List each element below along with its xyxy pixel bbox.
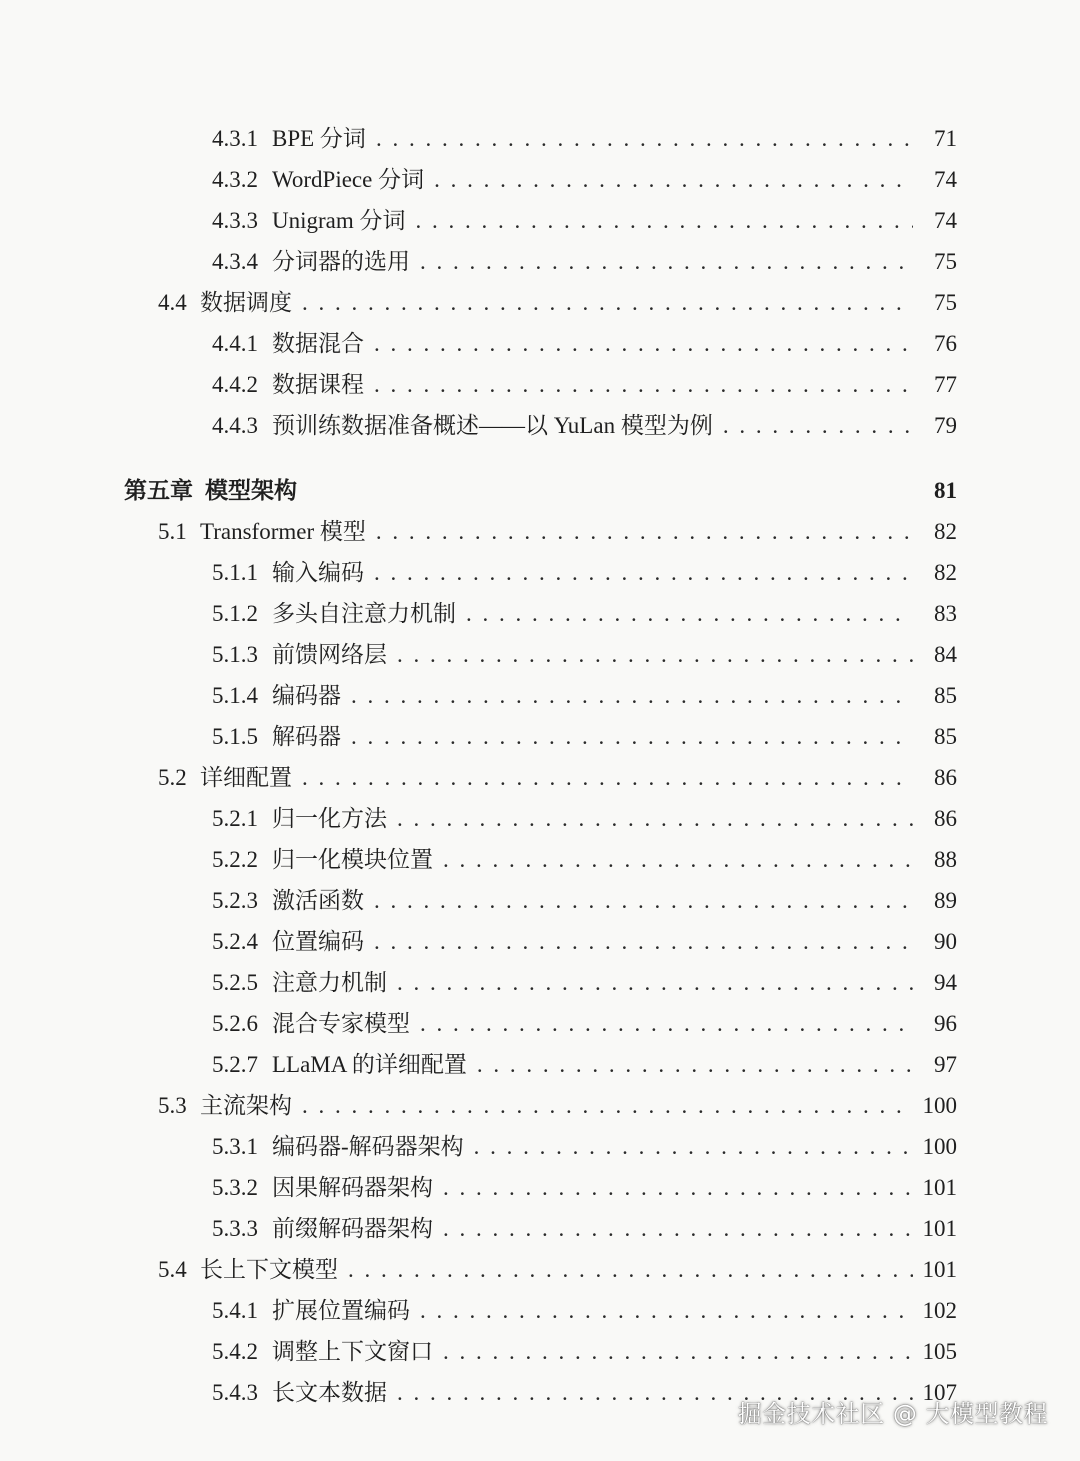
toc-entry-number: 4.4 [158, 290, 187, 315]
toc-entry-number: 5.4.2 [212, 1339, 258, 1364]
dot-leader [474, 1127, 913, 1167]
toc-entry[interactable] [212, 635, 957, 675]
toc-entry-title: 编码器 [272, 683, 341, 708]
toc-entry-page: 96 [934, 1011, 957, 1036]
toc-entry[interactable] [212, 717, 957, 757]
dot-leader [302, 1086, 913, 1126]
toc-entry-number: 4.4.1 [212, 331, 258, 356]
toc-entry-title: Transformer 模型 [200, 519, 366, 544]
dot-leader [302, 758, 913, 798]
toc-entry-number: 5.2.5 [212, 970, 258, 995]
toc-entry[interactable] [212, 881, 957, 921]
toc-entry-title: LLaMA 的详细配置 [272, 1052, 467, 1077]
toc-entry-number: 5.1 [158, 519, 187, 544]
toc-entry-page: 100 [922, 1093, 957, 1118]
toc-entry-title: 数据调度 [200, 290, 292, 315]
toc-entry[interactable] [212, 1004, 957, 1044]
toc-entry[interactable] [212, 242, 957, 282]
toc-entry[interactable] [212, 1332, 957, 1372]
dot-leader [477, 1045, 913, 1085]
toc-entry-number: 4.3.3 [212, 208, 258, 233]
toc-entry[interactable] [158, 283, 957, 323]
toc-entry-number: 5.1.3 [212, 642, 258, 667]
toc-entry-page: 107 [922, 1380, 957, 1405]
toc-entry[interactable] [212, 406, 957, 446]
toc-entry[interactable] [212, 119, 957, 159]
toc-entry-page: 89 [934, 888, 957, 913]
toc-entry-page: 83 [934, 601, 957, 626]
toc-entry[interactable] [212, 201, 957, 241]
toc-entry[interactable] [158, 1086, 957, 1126]
toc-entry-title: 分词器的选用 [272, 249, 410, 274]
dot-leader [443, 1168, 913, 1208]
watermark: 掘金技术社区 @ 大模型教程 [737, 1400, 1048, 1428]
toc-entry-page: 85 [934, 724, 957, 749]
toc-entry-number: 5.4.1 [212, 1298, 258, 1323]
chapter-page: 81 [934, 478, 957, 503]
toc-entry[interactable] [212, 1209, 957, 1249]
toc-entry-page: 97 [934, 1052, 957, 1077]
toc-entry[interactable] [212, 1291, 957, 1331]
dot-leader [374, 365, 913, 405]
chapter-title: 模型架构 [205, 478, 297, 503]
dot-leader [374, 922, 913, 962]
dot-leader [348, 1250, 913, 1290]
toc-entry-page: 74 [934, 167, 957, 192]
toc-entry-page: 86 [934, 765, 957, 790]
dot-leader [723, 406, 913, 446]
toc-entry-number: 5.3.1 [212, 1134, 258, 1159]
toc-entry-page: 85 [934, 683, 957, 708]
toc-entry-title: 位置编码 [272, 929, 364, 954]
toc-entry-number: 5.1.2 [212, 601, 258, 626]
toc-entry[interactable] [212, 365, 957, 405]
dot-leader [376, 512, 913, 552]
toc-entry-number: 5.2.7 [212, 1052, 258, 1077]
toc-entry[interactable] [212, 553, 957, 593]
dot-leader [374, 324, 913, 364]
toc-entry-number: 5.2.6 [212, 1011, 258, 1036]
toc-entry-title: 调整上下文窗口 [272, 1339, 433, 1364]
toc-entry-title: WordPiece 分词 [272, 167, 425, 192]
toc-entry-page: 82 [934, 560, 957, 585]
toc-entry-title: 长上下文模型 [200, 1257, 338, 1282]
dot-leader [351, 717, 913, 757]
toc-entry-title: 编码器-解码器架构 [272, 1134, 464, 1159]
chapter-number: 第五章 [124, 478, 193, 503]
toc-entry-number: 4.3.2 [212, 167, 258, 192]
toc-entry[interactable] [212, 676, 957, 716]
toc-entry-page: 77 [934, 372, 957, 397]
dot-leader [420, 1291, 913, 1331]
toc-entry-title: 数据课程 [272, 372, 364, 397]
toc-entry-title: 混合专家模型 [272, 1011, 410, 1036]
toc-entry-number: 5.3 [158, 1093, 187, 1118]
dot-leader [397, 963, 913, 1003]
toc-entry-title: BPE 分词 [272, 126, 366, 151]
toc-entry-number: 5.2.3 [212, 888, 258, 913]
toc-entry-title: 主流架构 [200, 1093, 292, 1118]
dot-leader [376, 119, 913, 159]
toc-entry[interactable] [212, 963, 957, 1003]
toc-entry-number: 5.2 [158, 765, 187, 790]
toc-entry-number: 4.4.3 [212, 413, 258, 438]
toc-entry[interactable] [212, 160, 957, 200]
dot-leader [351, 676, 913, 716]
toc-entry-title: 归一化方法 [272, 806, 387, 831]
toc-entry-number: 5.1.5 [212, 724, 258, 749]
toc-entry-title: 因果解码器架构 [272, 1175, 433, 1200]
dot-leader [302, 283, 913, 323]
toc-entry[interactable] [212, 922, 957, 962]
toc-entry[interactable] [158, 758, 957, 798]
toc-entry-number: 5.2.4 [212, 929, 258, 954]
toc-entry-title: 前缀解码器架构 [272, 1216, 433, 1241]
toc-entry-page: 101 [922, 1175, 957, 1200]
toc-entry-title: 归一化模块位置 [272, 847, 433, 872]
toc-entry-page: 86 [934, 806, 957, 831]
toc-entry-page: 79 [934, 413, 957, 438]
toc-entry-title: 数据混合 [272, 331, 364, 356]
dot-leader [420, 1004, 913, 1044]
dot-leader [443, 1332, 913, 1372]
toc-entry-page: 102 [922, 1298, 957, 1323]
toc-entry-number: 5.4 [158, 1257, 187, 1282]
dot-leader [420, 242, 913, 282]
toc-entry[interactable] [212, 840, 957, 880]
toc-entry-page: 88 [934, 847, 957, 872]
toc-entry-page: 71 [934, 126, 957, 151]
dot-leader [434, 160, 913, 200]
toc-entry-page: 94 [934, 970, 957, 995]
toc-entry-page: 84 [934, 642, 957, 667]
toc-entry-number: 5.3.2 [212, 1175, 258, 1200]
toc-entry-title: 扩展位置编码 [272, 1298, 410, 1323]
toc-entry-title: 详细配置 [200, 765, 292, 790]
toc-entry-number: 5.1.1 [212, 560, 258, 585]
toc-entry-number: 4.4.2 [212, 372, 258, 397]
dot-leader [443, 1209, 913, 1249]
toc-entry-title: 注意力机制 [272, 970, 387, 995]
toc-entry-page: 101 [922, 1257, 957, 1282]
toc-chapter-entry[interactable] [124, 471, 957, 511]
toc-entry-title: 预训练数据准备概述——以 YuLan 模型为例 [272, 413, 713, 438]
toc-entry[interactable] [212, 799, 957, 839]
dot-leader [466, 594, 913, 634]
dot-leader [397, 635, 913, 675]
dot-leader [374, 553, 913, 593]
toc-entry-page: 101 [922, 1216, 957, 1241]
toc-entry-title: 解码器 [272, 724, 341, 749]
toc-entry-page: 76 [934, 331, 957, 356]
toc-entry-title: 激活函数 [272, 888, 364, 913]
toc-entry-page: 75 [934, 249, 957, 274]
toc-entry-page: 75 [934, 290, 957, 315]
toc-entry-title: 前馈网络层 [272, 642, 387, 667]
toc-entry[interactable] [158, 512, 957, 552]
dot-leader [443, 840, 913, 880]
toc-entry-page: 90 [934, 929, 957, 954]
toc-entry-title: 输入编码 [272, 560, 364, 585]
toc-entry[interactable] [212, 594, 957, 634]
toc-entry-number: 5.1.4 [212, 683, 258, 708]
toc-entry-title: 多头自注意力机制 [272, 601, 456, 626]
toc-entry-number: 5.2.2 [212, 847, 258, 872]
toc-entry[interactable] [158, 1250, 957, 1290]
toc-entry[interactable] [212, 324, 957, 364]
toc-entry-title: 长文本数据 [272, 1380, 387, 1405]
toc-entry-number: 5.4.3 [212, 1380, 258, 1405]
toc-entry-number: 4.3.1 [212, 126, 258, 151]
toc-entry-page: 82 [934, 519, 957, 544]
toc-entry-number: 5.2.1 [212, 806, 258, 831]
toc-entry-number: 4.3.4 [212, 249, 258, 274]
toc-entry-title: Unigram 分词 [272, 208, 406, 233]
toc-entry-page: 100 [922, 1134, 957, 1159]
toc-entry[interactable] [212, 1127, 957, 1167]
dot-leader [397, 799, 913, 839]
toc-entry-page: 105 [922, 1339, 957, 1364]
toc-entry-number: 5.3.3 [212, 1216, 258, 1241]
dot-leader [374, 881, 913, 921]
toc-entry[interactable] [212, 1168, 957, 1208]
dot-leader [416, 201, 913, 241]
toc-entry-page: 74 [934, 208, 957, 233]
toc-entry[interactable] [212, 1045, 957, 1085]
